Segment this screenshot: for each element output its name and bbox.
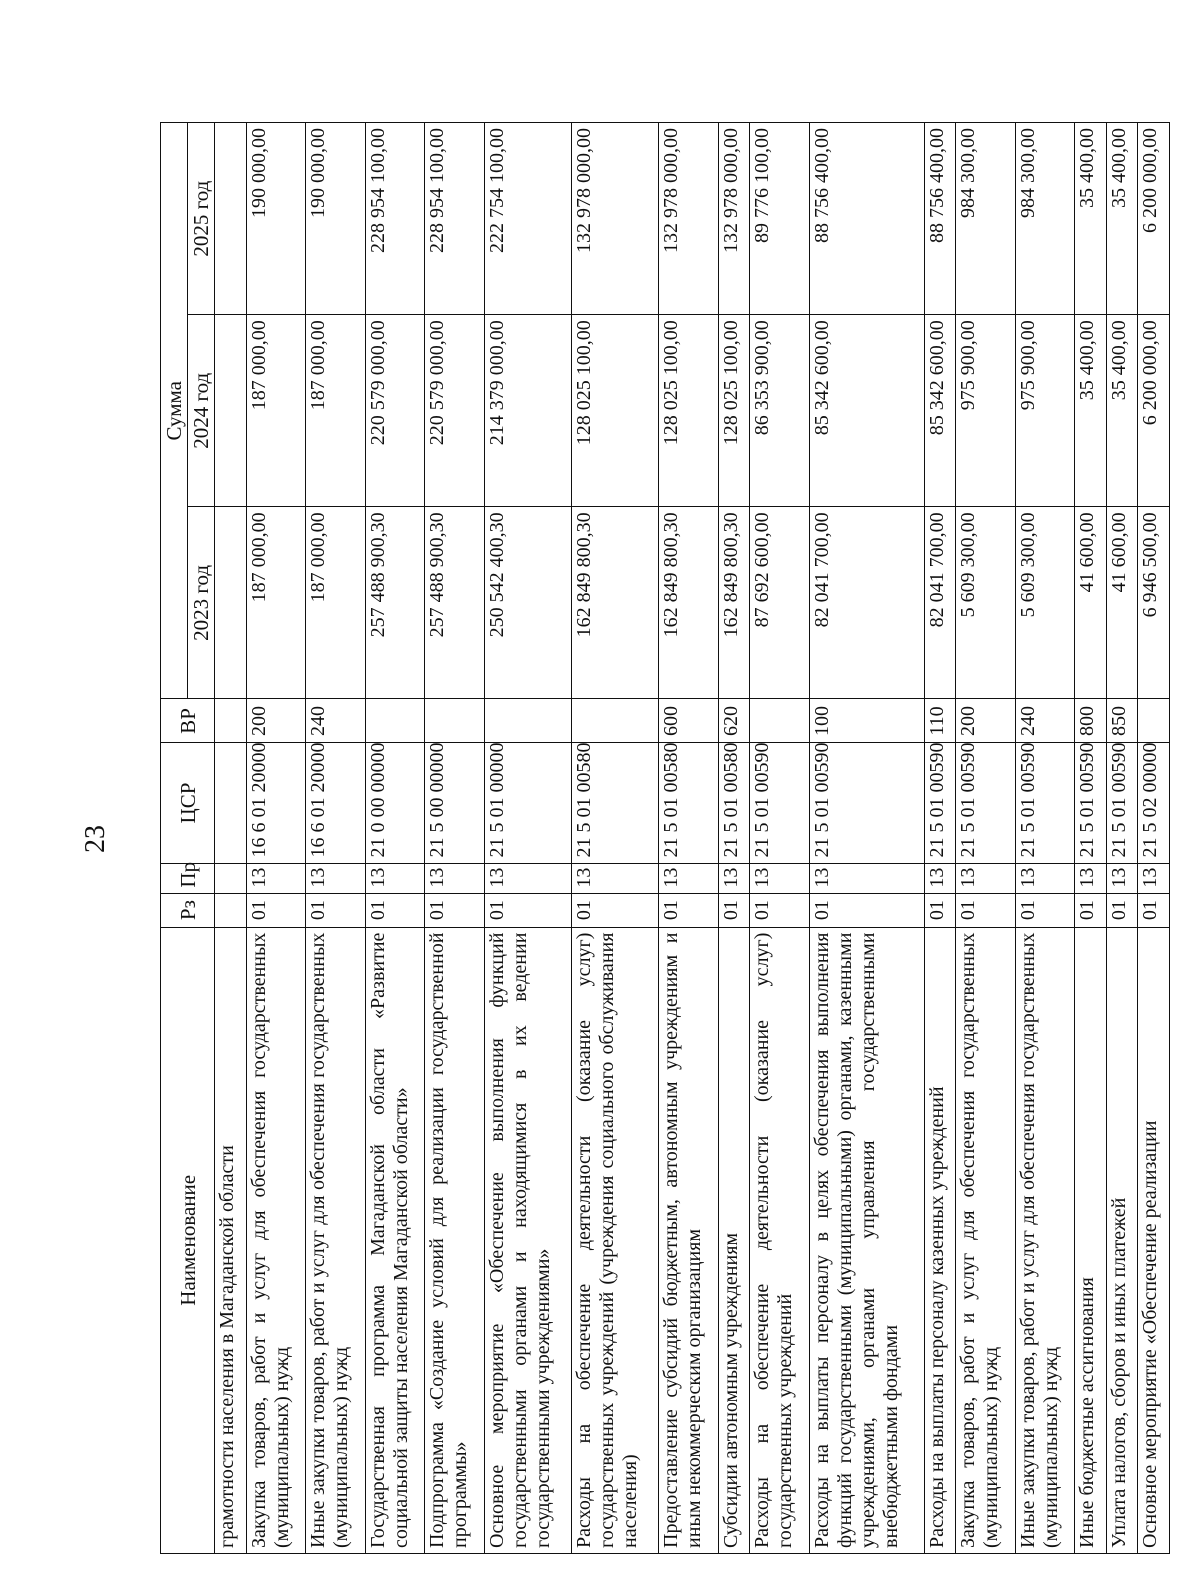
row-name: Расходы на обеспечение деятельности (оказание услуг) государственных учреждений (учреждения социального обслуживания населения) — [571, 927, 658, 1553]
row-vr — [571, 699, 658, 743]
row-sum-2025: 35 400,00 — [1106, 123, 1138, 315]
header-rz: Рз — [161, 893, 215, 927]
row-pr: 13 — [659, 863, 718, 893]
header-sum: Сумма — [161, 123, 188, 699]
row-csr — [215, 743, 247, 863]
row-csr: 21 5 02 00000 — [1138, 743, 1170, 863]
row-pr: 13 — [571, 863, 658, 893]
row-rz: 01 — [809, 893, 924, 927]
row-vr — [750, 699, 809, 743]
row-pr: 13 — [1138, 863, 1170, 893]
row-name: Закупка товаров, работ и услуг для обеспечения государственных (муниципальных) нужд — [956, 927, 1015, 1553]
table-row — [484, 123, 571, 1554]
row-rz: 01 — [750, 893, 809, 927]
row-vr: 110 — [924, 699, 956, 743]
row-csr: 16 6 01 20000 — [246, 743, 305, 863]
row-vr — [425, 699, 484, 743]
row-rz: 01 — [924, 893, 956, 927]
row-pr: 13 — [809, 863, 924, 893]
table-header — [161, 123, 215, 1554]
row-sum-2025: 984 300,00 — [1015, 123, 1074, 315]
row-sum-2023: 87 692 600,00 — [750, 507, 809, 699]
row-name: Расходы на выплаты персоналу в целях обеспечения выполнения функций государственными (муниципальными) органами, казенными учреждениями, органами управления государственными внебюджетными фондами — [809, 927, 924, 1553]
row-rz: 01 — [718, 893, 750, 927]
row-name: Предоставление субсидий бюджетным, автономным учреждениям и иным некоммерческим организациям — [659, 927, 718, 1553]
row-sum-2025: 984 300,00 — [956, 123, 1015, 315]
row-csr: 21 5 01 00580 — [659, 743, 718, 863]
row-sum-2023 — [215, 507, 247, 699]
row-pr: 13 — [365, 863, 424, 893]
row-sum-2025: 132 978 000,00 — [571, 123, 658, 315]
row-name: Закупка товаров, работ и услуг для обеспечения государственных (муниципальных) нужд — [246, 927, 305, 1553]
row-csr: 16 6 01 20000 — [306, 743, 365, 863]
row-sum-2023: 162 849 800,30 — [659, 507, 718, 699]
row-name: Иные бюджетные ассигнования — [1075, 927, 1107, 1553]
row-sum-2025: 222 754 100,00 — [484, 123, 571, 315]
table-row — [956, 123, 1015, 1554]
row-sum-2024: 975 900,00 — [956, 315, 1015, 507]
row-sum-2023: 5 609 300,00 — [1015, 507, 1074, 699]
row-name: Уплата налогов, сборов и иных платежей — [1106, 927, 1138, 1553]
row-pr: 13 — [306, 863, 365, 893]
row-rz: 01 — [484, 893, 571, 927]
row-sum-2023: 257 488 900,30 — [365, 507, 424, 699]
row-rz: 01 — [956, 893, 1015, 927]
row-name: Иные закупки товаров, работ и услуг для обеспечения государственных (муниципальных) нужд — [1015, 927, 1074, 1553]
row-pr: 13 — [246, 863, 305, 893]
row-sum-2023: 6 946 500,00 — [1138, 507, 1170, 699]
row-rz: 01 — [1075, 893, 1107, 927]
row-csr: 21 5 00 00000 — [425, 743, 484, 863]
row-sum-2023: 162 849 800,30 — [718, 507, 750, 699]
row-rz: 01 — [306, 893, 365, 927]
header-vr: ВР — [161, 699, 215, 743]
row-sum-2025: 190 000,00 — [306, 123, 365, 315]
row-pr: 13 — [750, 863, 809, 893]
row-rz — [215, 893, 247, 927]
row-vr — [484, 699, 571, 743]
row-sum-2025: 6 200 000,00 — [1138, 123, 1170, 315]
header-name: Наименование — [161, 927, 215, 1553]
row-name: Расходы на выплаты персоналу казенных учреждений — [924, 927, 956, 1553]
table-row — [365, 123, 424, 1554]
row-sum-2025: 89 776 100,00 — [750, 123, 809, 315]
row-sum-2025: 228 954 100,00 — [425, 123, 484, 315]
row-pr — [215, 863, 247, 893]
row-sum-2023: 82 041 700,00 — [924, 507, 956, 699]
row-name: Основное мероприятие «Обеспечение реализации — [1138, 927, 1170, 1553]
header-csr: ЦСР — [161, 743, 215, 863]
row-csr: 21 5 01 00590 — [1075, 743, 1107, 863]
row-sum-2024: 128 025 100,00 — [659, 315, 718, 507]
row-csr: 21 5 01 00590 — [1106, 743, 1138, 863]
row-csr: 21 5 01 00590 — [809, 743, 924, 863]
row-pr: 13 — [718, 863, 750, 893]
budget-table — [160, 122, 1170, 1554]
row-sum-2023: 5 609 300,00 — [956, 507, 1015, 699]
row-vr: 200 — [246, 699, 305, 743]
row-sum-2025 — [215, 123, 247, 315]
table-row — [1138, 123, 1170, 1554]
table-body — [215, 123, 1170, 1554]
table-row — [1106, 123, 1138, 1554]
row-rz: 01 — [425, 893, 484, 927]
row-sum-2025: 228 954 100,00 — [365, 123, 424, 315]
row-csr: 21 5 01 00590 — [750, 743, 809, 863]
row-vr: 200 — [956, 699, 1015, 743]
row-vr: 240 — [306, 699, 365, 743]
row-sum-2023: 41 600,00 — [1106, 507, 1138, 699]
row-rz: 01 — [246, 893, 305, 927]
row-sum-2025: 88 756 400,00 — [809, 123, 924, 315]
row-sum-2024: 220 579 000,00 — [425, 315, 484, 507]
row-vr: 620 — [718, 699, 750, 743]
row-rz: 01 — [1015, 893, 1074, 927]
row-sum-2023: 257 488 900,30 — [425, 507, 484, 699]
row-csr: 21 5 01 00590 — [1015, 743, 1074, 863]
table-row — [215, 123, 247, 1554]
row-sum-2025: 190 000,00 — [246, 123, 305, 315]
row-sum-2023: 41 600,00 — [1075, 507, 1107, 699]
row-csr: 21 5 01 00000 — [484, 743, 571, 863]
row-sum-2025: 88 756 400,00 — [924, 123, 956, 315]
row-csr: 21 5 01 00590 — [924, 743, 956, 863]
row-sum-2023: 162 849 800,30 — [571, 507, 658, 699]
row-pr: 13 — [425, 863, 484, 893]
row-sum-2025: 132 978 000,00 — [659, 123, 718, 315]
row-name: Иные закупки товаров, работ и услуг для обеспечения государственных (муниципальных) нужд — [306, 927, 365, 1553]
row-vr: 850 — [1106, 699, 1138, 743]
row-rz: 01 — [571, 893, 658, 927]
row-name: Подпрограмма «Создание условий для реализации государственной программы» — [425, 927, 484, 1553]
row-pr: 13 — [1015, 863, 1074, 893]
row-rz: 01 — [1106, 893, 1138, 927]
table-row — [306, 123, 365, 1554]
row-vr: 240 — [1015, 699, 1074, 743]
row-sum-2024: 6 200 000,00 — [1138, 315, 1170, 507]
table-row — [1015, 123, 1074, 1554]
table-row — [1075, 123, 1107, 1554]
row-vr: 100 — [809, 699, 924, 743]
row-csr: 21 5 01 00580 — [718, 743, 750, 863]
row-pr: 13 — [1106, 863, 1138, 893]
table-row — [924, 123, 956, 1554]
row-sum-2024 — [215, 315, 247, 507]
row-sum-2023: 82 041 700,00 — [809, 507, 924, 699]
page-number: 23 — [80, 825, 111, 853]
table-row — [571, 123, 658, 1554]
row-sum-2024: 128 025 100,00 — [718, 315, 750, 507]
row-name: Государственная программа Магаданской области «Развитие социальной защиты населения Магаданской области» — [365, 927, 424, 1553]
header-2025: 2025 год — [188, 123, 215, 315]
row-rz: 01 — [1138, 893, 1170, 927]
row-name: грамотности населения в Магаданской области — [215, 927, 247, 1553]
row-vr — [215, 699, 247, 743]
row-vr — [1138, 699, 1170, 743]
row-sum-2025: 35 400,00 — [1075, 123, 1107, 315]
row-pr: 13 — [924, 863, 956, 893]
row-csr: 21 5 01 00580 — [571, 743, 658, 863]
header-2023: 2023 год — [188, 507, 215, 699]
row-rz: 01 — [659, 893, 718, 927]
row-sum-2023: 187 000,00 — [246, 507, 305, 699]
row-vr — [365, 699, 424, 743]
budget-table-sheet — [160, 122, 1170, 1554]
row-csr: 21 0 00 00000 — [365, 743, 424, 863]
row-sum-2024: 214 379 000,00 — [484, 315, 571, 507]
row-pr: 13 — [484, 863, 571, 893]
row-sum-2024: 187 000,00 — [306, 315, 365, 507]
row-sum-2024: 35 400,00 — [1106, 315, 1138, 507]
table-row — [809, 123, 924, 1554]
row-name: Расходы на обеспечение деятельности (оказание услуг) государственных учреждений — [750, 927, 809, 1553]
row-sum-2024: 220 579 000,00 — [365, 315, 424, 507]
row-name: Основное мероприятие «Обеспечение выполнения функций государственными органами и находящимися в их ведении государственными учреждениями» — [484, 927, 571, 1553]
row-sum-2024: 128 025 100,00 — [571, 315, 658, 507]
table-row — [246, 123, 305, 1554]
table-row — [718, 123, 750, 1554]
row-sum-2024: 35 400,00 — [1075, 315, 1107, 507]
row-sum-2024: 975 900,00 — [1015, 315, 1074, 507]
row-sum-2024: 85 342 600,00 — [809, 315, 924, 507]
row-pr: 13 — [1075, 863, 1107, 893]
row-sum-2024: 86 353 900,00 — [750, 315, 809, 507]
header-2024: 2024 год — [188, 315, 215, 507]
table-row — [750, 123, 809, 1554]
row-sum-2024: 85 342 600,00 — [924, 315, 956, 507]
row-csr: 21 5 01 00590 — [956, 743, 1015, 863]
row-sum-2024: 187 000,00 — [246, 315, 305, 507]
table-row — [659, 123, 718, 1554]
row-rz: 01 — [365, 893, 424, 927]
row-vr: 800 — [1075, 699, 1107, 743]
row-sum-2023: 250 542 400,30 — [484, 507, 571, 699]
table-row — [425, 123, 484, 1554]
row-pr: 13 — [956, 863, 1015, 893]
row-sum-2023: 187 000,00 — [306, 507, 365, 699]
row-name: Субсидии автономным учреждениям — [718, 927, 750, 1553]
row-vr: 600 — [659, 699, 718, 743]
header-pr: Пр — [161, 863, 215, 893]
row-sum-2025: 132 978 000,00 — [718, 123, 750, 315]
